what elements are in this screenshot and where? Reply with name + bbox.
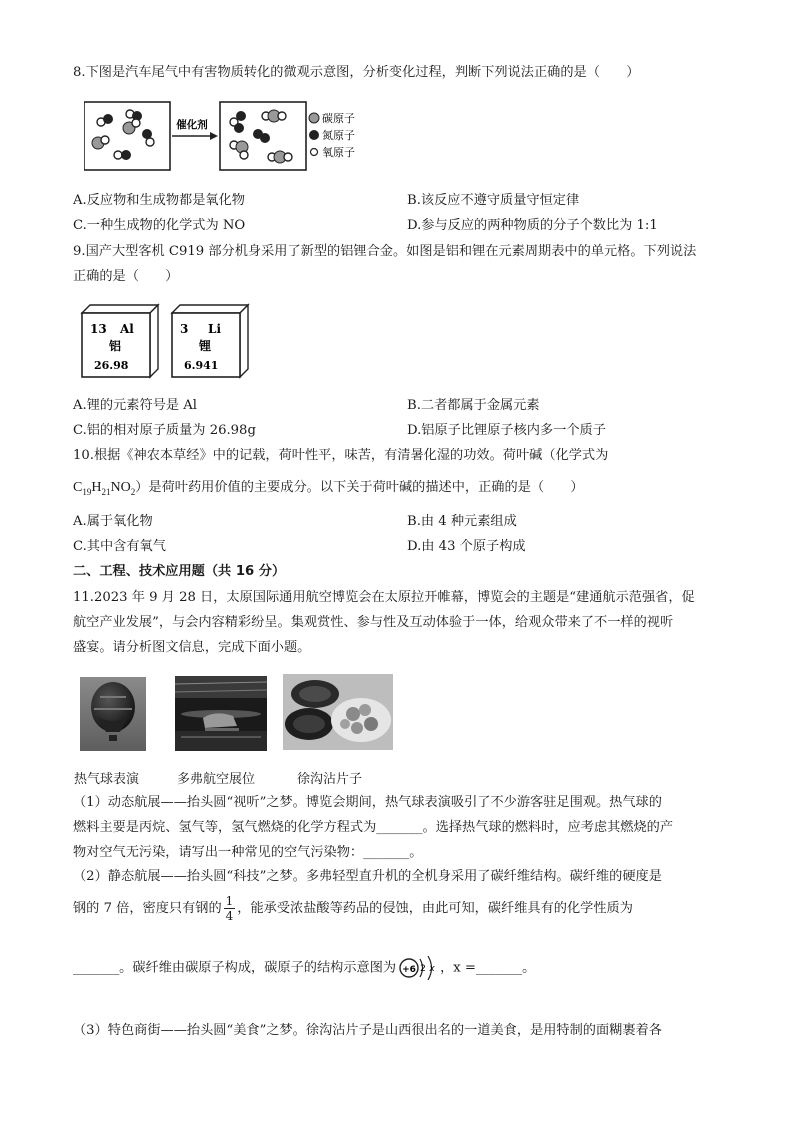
caption-hot-air-balloon: 热气球表演 [74, 772, 140, 787]
q11-part3-line1: （3）特色商街——抬头圆“美食”之梦。徐沟沾片子是山西很出名的一道美食，是用特制的面糊裹着各 [73, 1023, 662, 1038]
li-symbol: Li [208, 322, 221, 336]
catalyst-label: 催化剂 [176, 119, 208, 131]
q10-stem-line2: $C_{19}H_{21}NO_2$）是荷叶药用价值的主要成分。以下关于荷叶碱的描述中，正确的是（ ） [73, 480, 584, 497]
q9-option-c: C.铝的相对原子质量为 26.98g [73, 423, 256, 438]
product-molecules [230, 110, 292, 163]
legend-carbon-symbol [309, 113, 319, 123]
q9-stem-line1: 9.国产大型客机 C919 部分机身采用了新型的铝锂合金。如图是铝和锂在元素周期表中的单元格。下列说法 [73, 244, 697, 259]
q11-part2-line1: （2）静态航展——抬头圆“科技”之梦。多弗轻型直升机的全机身采用了碳纤维结构。碳纤维的硬度是 [73, 869, 662, 884]
one-quarter-fraction: $\frac{1}{4}$ [225, 894, 234, 923]
shell1-electrons: 2 [420, 964, 426, 974]
q11-part2-line3: _______。碳纤维由碳原子构成，碳原子的结构示意图为 +6 2 x ，x =_______。 [73, 953, 535, 983]
q11-part2-line2: 钢的 7 倍，密度只有钢的 $\frac{1}{4}$ ，能承受浓盐酸等药品的侵蚀，由此可知，碳纤维具有的化学性质为 [73, 894, 633, 923]
caption-zhanpianzi: 徐沟沾片子 [297, 772, 363, 787]
q8-option-a: A.反应物和生成物都是氧化物 [73, 193, 245, 208]
q11-intro-line1: 11.2023 年 9 月 28 日，太原国际通用航空博览会在太原拉开帷幕，博览会的主题是“建通航示范强省，促 [73, 590, 695, 605]
al-mass: 26.98 [94, 359, 129, 372]
q9-option-d: D.铝原子比锂原子核内多一个质子 [407, 423, 606, 438]
legend-nitrogen-label: 氮原子 [322, 129, 355, 142]
al-name: 铝 [109, 339, 122, 353]
legend-oxygen-symbol [311, 149, 318, 156]
q10-stem-line1: 10.根据《神农本草经》中的记载，荷叶性平，味苦，有清暑化湿的功效。荷叶碱（化学式为 [73, 448, 609, 463]
q11-part1-line3: 物对空气无污染，请写出一种常见的空气污染物：_______。 [73, 845, 423, 860]
q10-option-a: A.属于氧化物 [73, 514, 153, 529]
q9-option-a: A.锂的元素符号是 Al [73, 398, 197, 413]
q9-stem-line2: 正确的是（ ） [73, 269, 179, 284]
q8-option-d: D.参与反应的两种物质的分子个数比为 1:1 [407, 218, 658, 233]
lithium-cell [172, 305, 248, 377]
q9-element-cells [80, 303, 250, 381]
aluminum-cell [82, 305, 158, 377]
nucleus-charge: +6 [402, 965, 416, 975]
q11-part1-line2: 燃料主要是丙烷、氢气等，氢气燃烧的化学方程式为_______。选择热气球的燃料时，应考虑其燃烧的产 [73, 820, 674, 835]
q11-intro-line3: 盛宴。请分析图文信息，完成下面小题。 [73, 640, 311, 655]
q9-option-b: B.二者都属于金属元素 [407, 398, 540, 413]
q8-option-c: C.一种生成物的化学式为 NO [73, 218, 246, 233]
q8-molecule-diagram [84, 100, 374, 178]
legend-carbon-label: 碳原子 [322, 112, 355, 125]
li-name: 锂 [199, 339, 212, 353]
reactant-molecules [92, 110, 154, 160]
q11-intro-line2: 航空产业发展”，与会内容精彩纷呈。集观赏性、参与性及互动体验于一体，给观众带来了不一样的视听 [73, 615, 674, 630]
section2-title: 二、工程、技术应用题（共 16 分） [73, 564, 286, 579]
q8-option-b: B.该反应不遵守质量守恒定律 [407, 193, 580, 208]
legend-nitrogen-symbol [309, 130, 319, 140]
q10-option-d: D.由 43 个原子构成 [407, 539, 526, 554]
q10-option-b: B.由 4 种元素组成 [407, 514, 517, 529]
li-atomic-number: 3 [180, 322, 189, 336]
dover-aviation-booth-photo [175, 676, 267, 751]
hot-air-balloon-photo [80, 677, 146, 751]
q10-formula: $C_{19}H_{21}NO_2$ [73, 480, 136, 497]
li-mass: 6.941 [184, 359, 219, 372]
legend-oxygen-label: 氧原子 [322, 146, 355, 159]
xugou-zhanpianzi-photo [283, 674, 393, 750]
caption-dover-booth: 多弗航空展位 [177, 772, 256, 787]
al-symbol: Al [120, 322, 134, 336]
q11-part1-line1: （1）动态航展——抬头圆“视听”之梦。博览会期间，热气球表演吸引了不少游客驻足围观。热气球的 [73, 795, 662, 810]
q10-option-c: C.其中含有氧气 [73, 539, 166, 554]
al-atomic-number: 13 [90, 322, 107, 336]
q8-stem: 8.下图是汽车尾气中有害物质转化的微观示意图，分析变化过程，判断下列说法正确的是（ ） [73, 65, 640, 80]
shell2-electrons: x [429, 964, 435, 974]
carbon-atom-structure-diagram [398, 953, 438, 983]
